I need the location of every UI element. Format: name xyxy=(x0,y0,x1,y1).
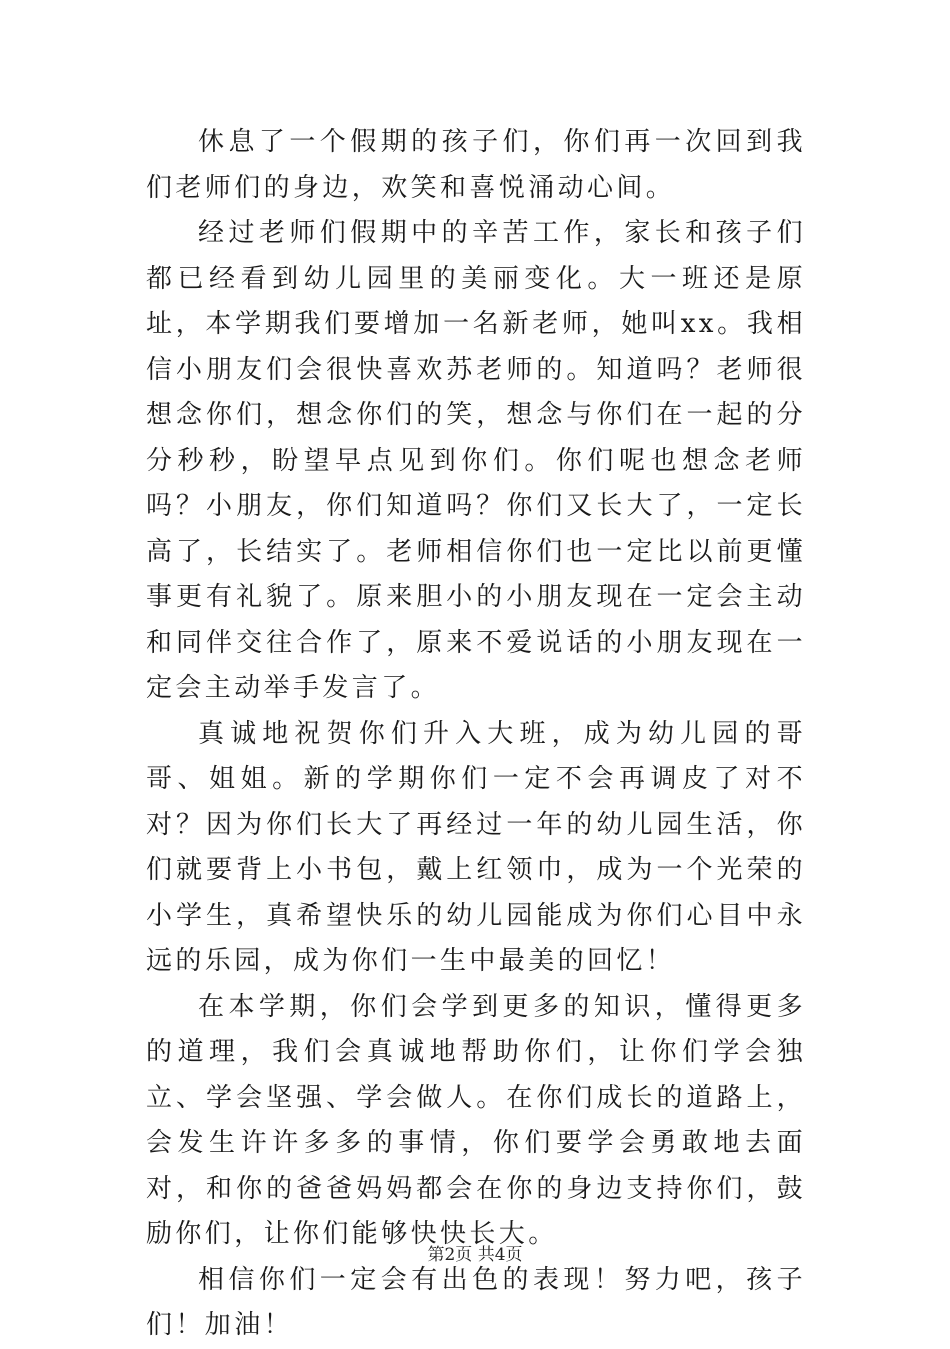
paragraph-2: 经过老师们假期中的辛苦工作，家长和孩子们都已经看到幼儿园里的美丽变化。大一班还是原址，本学期我们要增加一名新老师，她叫xx。我相信小朋友们会很快喜欢苏老师的。知道吗？老师很想念你们，想念你们的笑，想念与你们在一起的分分秒秒，盼望早点见到你们。你们呢也想念老师吗？小朋友，你们知道吗？你们又长大了，一定长高了，长结实了。老师相信你们也一定比以前更懂事更有礼貌了。原来胆小的小朋友现在一定会主动和同伴交往合作了，原来不爱说话的小朋友现在一定会主动举手发言了。 xyxy=(146,218,806,703)
paragraph-1: 休息了一个假期的孩子们，你们再一次回到我们老师们的身边，欢笑和喜悦涌动心间。 xyxy=(146,127,806,203)
document-body xyxy=(146,120,806,1349)
paragraph-3: 真诚地祝贺你们升入大班，成为幼儿园的哥哥、姐姐。新的学期你们一定不会再调皮了对不对？因为你们长大了再经过一年的幼儿园生活，你们就要背上小书包，戴上红领巾，成为一个光荣的小学生，真希望快乐的幼儿园能成为你们心目中永远的乐园，成为你们一生中最美的回忆！ xyxy=(146,718,806,976)
page-footer: 第2页 共4页 xyxy=(427,1245,523,1265)
paragraph-5: 相信你们一定会有出色的表现！努力吧，孩子们！加油！ xyxy=(146,1264,806,1340)
paragraph-4: 在本学期，你们会学到更多的知识，懂得更多的道理，我们会真诚地帮助你们，让你们学会独立、学会坚强、学会做人。在你们成长的道路上，会发生许许多多的事情，你们要学会勇敢地去面对，和你的爸爸妈妈都会在你的身边支持你们，鼓励你们，让你们能够快快长大。 xyxy=(146,991,806,1249)
